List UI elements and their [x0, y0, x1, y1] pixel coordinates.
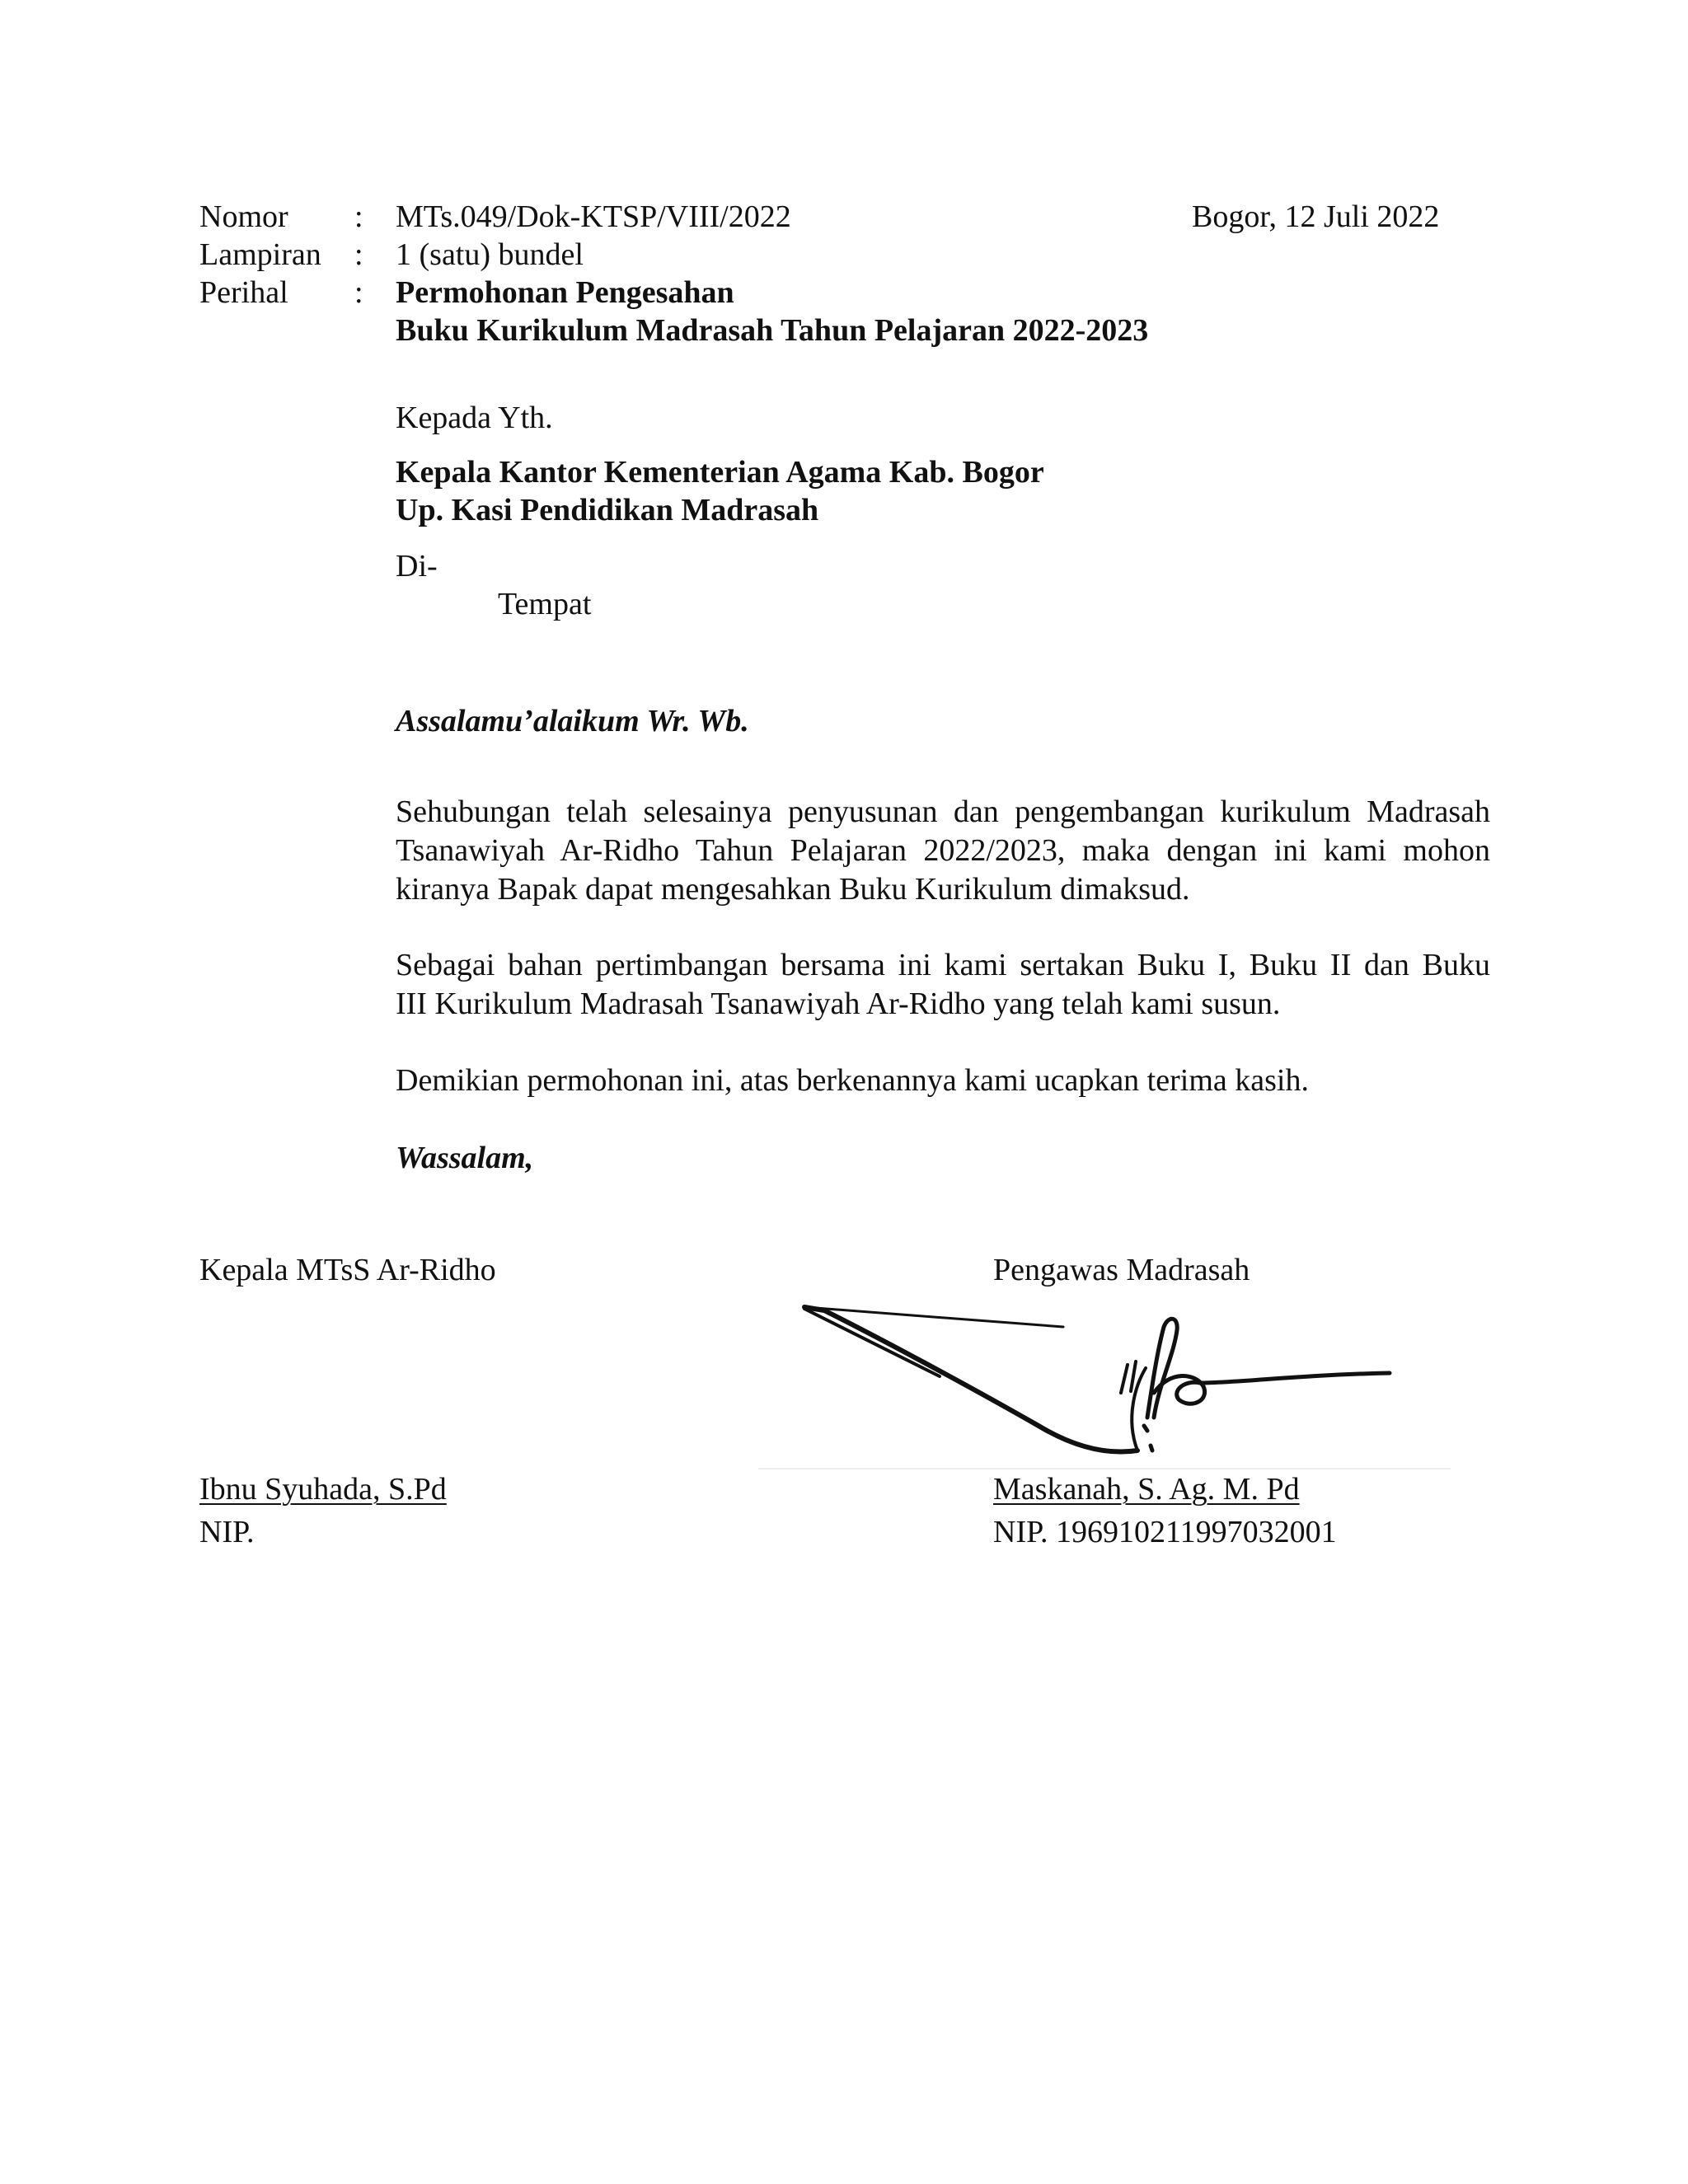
paragraph-2-line: III Kurikulum Madrasah Tsanawiyah Ar-Ridho yang telah kami susun. — [396, 987, 1281, 1021]
recipient-name-line2: Up. Kasi Pendidikan Madrasah — [396, 493, 819, 527]
nomor-colon: : — [354, 199, 363, 234]
paragraph-3: Demikian permohonan ini, atas berkenannya kami ucapkan terima kasih. — [396, 1063, 1309, 1098]
left-signatory-nip: NIP. — [199, 1515, 255, 1549]
paragraph-1 — [396, 793, 1490, 909]
left-signatory-name: Ibnu Syuhada, S.Pd — [199, 1472, 447, 1507]
lampiran-colon: : — [354, 237, 363, 272]
lampiran-value: 1 (satu) bundel — [396, 237, 584, 272]
perihal-line1: Permohonan Pengesahan — [396, 275, 734, 310]
right-signatory-name: Maskanah, S. Ag. M. Pd — [993, 1472, 1300, 1507]
paragraph-1-line: Sehubungan telah selesainya penyusunan dan pengembangan kurikulum Madrasah — [396, 794, 1490, 829]
lampiran-label: Lampiran — [199, 237, 321, 272]
paragraph-2-line: Sebagai bahan pertimbangan bersama ini kami sertakan Buku I, Buku II dan Buku — [396, 948, 1490, 982]
right-signatory-title: Pengawas Madrasah — [993, 1253, 1250, 1287]
signature-rule — [758, 1468, 1451, 1469]
nomor-label: Nomor — [199, 199, 288, 234]
paragraph-1-line: Tsanawiyah Ar-Ridho Tahun Pelajaran 2022/2023, maka dengan ini kami mohon — [396, 833, 1490, 868]
recipient-di: Di- — [396, 549, 438, 583]
perihal-line2: Buku Kurikulum Madrasah Tahun Pelajaran 2022-2023 — [396, 313, 1149, 348]
recipient-tempat: Tempat — [498, 587, 592, 621]
paragraph-2 — [396, 946, 1490, 1024]
left-signatory-title: Kepala MTsS Ar-Ridho — [199, 1253, 496, 1287]
perihal-colon: : — [354, 275, 363, 310]
handwritten-signature — [791, 1294, 1418, 1483]
greeting: Assalamu’alaikum Wr. Wb. — [396, 704, 749, 738]
right-signatory-nip: NIP. 196910211997032001 — [993, 1515, 1337, 1549]
perihal-label: Perihal — [199, 275, 288, 310]
place-date: Bogor, 12 Juli 2022 — [1192, 199, 1440, 234]
recipient-name-line1: Kepala Kantor Kementerian Agama Kab. Bogor — [396, 455, 1044, 490]
nomor-value: MTs.049/Dok-KTSP/VIII/2022 — [396, 199, 791, 234]
closing: Wassalam, — [396, 1141, 534, 1175]
recipient-salutation: Kepada Yth. — [396, 401, 553, 435]
paragraph-1-line: kiranya Bapak dapat mengesahkan Buku Kurikulum dimaksud. — [396, 872, 1190, 907]
